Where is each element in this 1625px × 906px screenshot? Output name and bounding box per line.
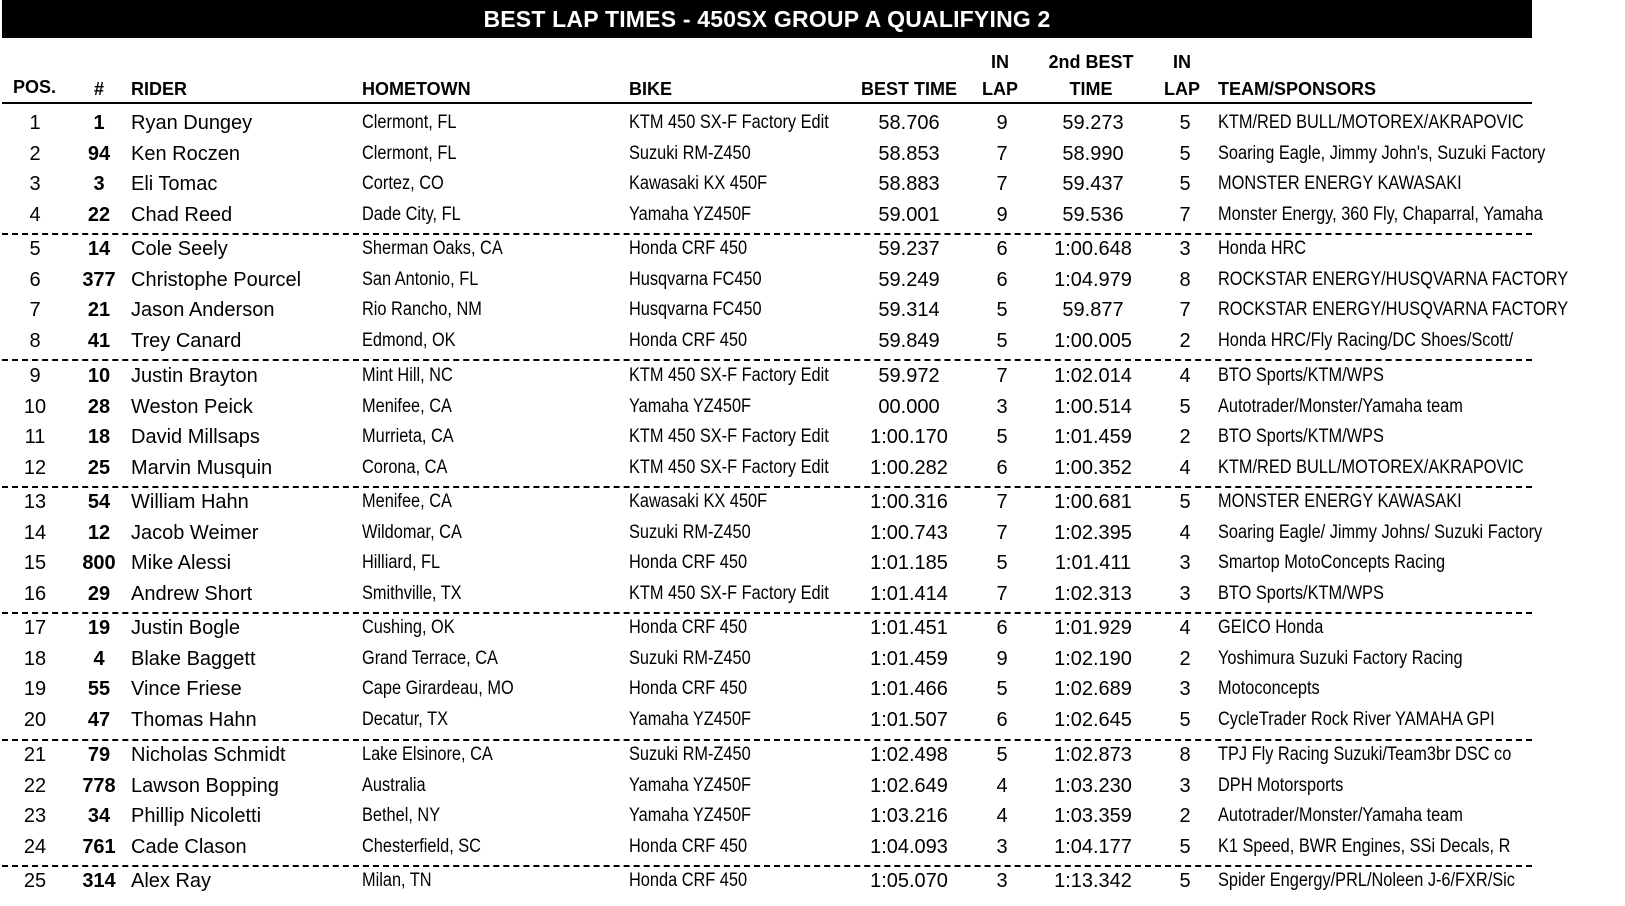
cell-in-lap-2: 4 — [1179, 456, 1191, 479]
cell-in-lap-2: 2 — [1179, 426, 1191, 449]
cell-in-lap-1: 4 — [996, 774, 1008, 797]
cell-hometown: Bethel, NY — [362, 805, 441, 827]
cell-bike: Yamaha YZ450F — [629, 203, 752, 225]
cell-best-time: 59.237 — [878, 238, 940, 260]
page-title: BEST LAP TIMES - 450SX GROUP A QUALIFYING 2 — [2, 0, 1532, 38]
header-bike: BIKE — [629, 79, 673, 99]
cell-best-time: 1:00.316 — [870, 491, 948, 513]
cell-number: 54 — [87, 491, 111, 513]
header-pos: POS. — [13, 77, 57, 97]
cell-2nd-best: 1:00.681 — [1054, 491, 1132, 513]
team-sponsors-text: BTO Sports/KTM/WPS — [1218, 426, 1384, 448]
cell-2nd-best: 1:03.359 — [1054, 805, 1132, 828]
cell-in-lap-2: 2 — [1179, 329, 1191, 352]
cell-2nd-best: 1:01.459 — [1054, 426, 1132, 449]
cell-best-time: 1:04.093 — [870, 835, 948, 858]
cell-2nd-best: 1:03.230 — [1054, 774, 1132, 797]
cell-team-sponsors — [1218, 268, 1569, 294]
cell-team-sponsors — [1218, 172, 1532, 198]
cell-in-lap-2: 3 — [1179, 238, 1191, 260]
cell-number: 79 — [87, 744, 111, 766]
cell-in-lap-2: 8 — [1179, 268, 1191, 291]
cell-rider: Cade Clason — [131, 835, 247, 858]
cell-pos: 16 — [23, 582, 47, 605]
cell-hometown: Grand Terrace, CA — [362, 647, 498, 669]
cell-in-lap-2: 8 — [1179, 744, 1191, 766]
cell-in-lap-2: 4 — [1179, 617, 1191, 639]
group-divider — [2, 865, 1532, 867]
cell-in-lap-2: 5 — [1179, 835, 1191, 858]
cell-hometown: Australia — [362, 774, 426, 796]
team-sponsors-text: BTO Sports/KTM/WPS — [1218, 582, 1384, 604]
cell-team-sponsors — [1218, 835, 1532, 861]
cell-in-lap-2: 4 — [1179, 521, 1191, 544]
cell-team-sponsors — [1218, 647, 1532, 673]
cell-best-time: 1:00.170 — [870, 426, 948, 449]
cell-rider: Christophe Pourcel — [131, 268, 302, 291]
header-best-time: BEST TIME — [860, 79, 958, 99]
cell-number: 94 — [87, 142, 111, 165]
cell-best-time: 00.000 — [878, 395, 940, 418]
header-in-lap-1-top: IN — [991, 52, 1009, 72]
cell-hometown: Menifee, CA — [362, 491, 452, 512]
header-second-best-top: 2nd BEST — [1048, 52, 1134, 72]
team-sponsors-text: MONSTER ENERGY KAWASAKI — [1218, 491, 1462, 512]
cell-number: 1 — [93, 112, 105, 134]
cell-hometown: Smithville, TX — [362, 582, 462, 604]
cell-in-lap-1: 3 — [996, 835, 1008, 858]
cell-in-lap-2: 3 — [1179, 678, 1191, 701]
cell-number: 3 — [93, 173, 105, 196]
cell-rider: Eli Tomac — [131, 173, 218, 196]
cell-bike: KTM 450 SX-F Factory Edit — [629, 365, 829, 386]
cell-bike: Yamaha YZ450F — [629, 805, 752, 827]
cell-pos: 9 — [29, 365, 41, 387]
cell-rider: Andrew Short — [131, 582, 253, 605]
cell-rider: Alex Ray — [131, 870, 212, 892]
cell-2nd-best: 1:13.342 — [1054, 870, 1132, 892]
cell-in-lap-2: 2 — [1179, 647, 1191, 670]
cell-hometown: Decatur, TX — [362, 708, 448, 730]
cell-bike: Yamaha YZ450F — [629, 708, 752, 730]
team-sponsors-text: K1 Speed, BWR Engines, SSi Decals, R — [1218, 835, 1511, 857]
group-divider — [2, 739, 1532, 741]
cell-best-time: 58.883 — [878, 173, 940, 196]
cell-pos: 17 — [23, 617, 47, 639]
team-sponsors-text: CycleTrader Rock River YAMAHA GPI — [1218, 708, 1495, 730]
cell-rider: William Hahn — [131, 491, 249, 513]
cell-best-time: 1:02.649 — [870, 774, 948, 797]
header-in-lap-2-top: IN — [1173, 52, 1191, 72]
cell-team-sponsors — [1218, 708, 1532, 734]
cell-hometown: Clermont, FL — [362, 112, 457, 133]
group-divider — [2, 612, 1532, 614]
team-sponsors-text: Spider Engergy/PRL/Noleen J-6/FXR/Sic — [1218, 870, 1515, 891]
team-sponsors-text: ROCKSTAR ENERGY/HUSQVARNA FACTORY — [1218, 268, 1569, 290]
header-in-lap-2-bottom: LAP — [1164, 79, 1200, 99]
cell-bike: Suzuki RM-Z450 — [629, 521, 751, 543]
cell-team-sponsors — [1218, 521, 1543, 547]
group-divider — [2, 233, 1532, 235]
cell-in-lap-2: 4 — [1179, 365, 1191, 387]
cell-rider: Justin Bogle — [131, 617, 240, 639]
team-sponsors-text: MONSTER ENERGY KAWASAKI — [1218, 173, 1462, 195]
cell-hometown: Chesterfield, SC — [362, 835, 481, 857]
cell-team-sponsors — [1218, 743, 1532, 769]
team-sponsors-text: DPH Motorsports — [1218, 774, 1344, 796]
cell-pos: 2 — [29, 142, 41, 165]
team-sponsors-text: Autotrader/Monster/Yamaha team — [1218, 395, 1463, 417]
cell-number: 19 — [87, 617, 111, 639]
cell-in-lap-1: 5 — [996, 552, 1008, 575]
team-sponsors-text: Honda HRC — [1218, 238, 1307, 259]
cell-team-sponsors — [1218, 551, 1532, 577]
cell-in-lap-2: 5 — [1179, 112, 1191, 134]
cell-team-sponsors — [1218, 616, 1532, 642]
cell-pos: 20 — [23, 708, 47, 731]
cell-pos: 22 — [23, 774, 47, 797]
cell-in-lap-1: 3 — [996, 395, 1008, 418]
cell-2nd-best: 1:02.014 — [1054, 365, 1132, 387]
cell-hometown: Clermont, FL — [362, 142, 457, 164]
cell-bike: Honda CRF 450 — [629, 835, 748, 857]
cell-in-lap-1: 9 — [996, 647, 1008, 670]
cell-bike: Kawasaki KX 450F — [629, 173, 768, 195]
cell-2nd-best: 58.990 — [1062, 142, 1124, 165]
cell-2nd-best: 1:02.645 — [1054, 708, 1132, 731]
cell-pos: 15 — [23, 552, 47, 575]
cell-hometown: Lake Elsinore, CA — [362, 744, 493, 765]
cell-rider: Justin Brayton — [131, 365, 258, 387]
cell-best-time: 1:00.282 — [870, 456, 948, 479]
cell-hometown: Dade City, FL — [362, 203, 461, 225]
cell-best-time: 1:01.459 — [870, 647, 948, 670]
cell-pos: 19 — [23, 678, 47, 701]
cell-rider: David Millsaps — [131, 426, 260, 449]
cell-hometown: Cape Girardeau, MO — [362, 678, 514, 700]
cell-team-sponsors — [1218, 490, 1532, 516]
cell-number: 47 — [87, 708, 111, 731]
cell-in-lap-2: 5 — [1179, 142, 1191, 165]
cell-rider: Ryan Dungey — [131, 112, 253, 134]
cell-pos: 13 — [23, 491, 47, 513]
cell-bike: Yamaha YZ450F — [629, 774, 752, 796]
cell-team-sponsors — [1218, 869, 1532, 895]
cell-number: 14 — [87, 238, 111, 260]
cell-hometown: Cushing, OK — [362, 617, 455, 638]
cell-number: 21 — [87, 299, 111, 322]
cell-bike: KTM 450 SX-F Factory Edit — [629, 426, 829, 448]
cell-number: 12 — [87, 521, 111, 544]
cell-rider: Nicholas Schmidt — [131, 744, 286, 766]
team-sponsors-text: TPJ Fly Racing Suzuki/Team3br DSC co — [1218, 744, 1512, 765]
cell-number: 34 — [87, 805, 111, 828]
cell-team-sponsors — [1218, 774, 1532, 800]
cell-team-sponsors — [1218, 364, 1532, 390]
cell-2nd-best: 1:00.005 — [1054, 329, 1132, 352]
cell-in-lap-2: 7 — [1179, 299, 1191, 322]
cell-in-lap-1: 6 — [996, 238, 1008, 260]
cell-team-sponsors — [1218, 677, 1532, 703]
cell-pos: 23 — [23, 805, 47, 828]
team-sponsors-text: Yoshimura Suzuki Factory Racing — [1218, 647, 1463, 669]
cell-best-time: 1:01.451 — [870, 617, 948, 639]
team-sponsors-text: KTM/RED BULL/MOTOREX/AKRAPOVIC — [1218, 112, 1524, 133]
cell-rider: Phillip Nicoletti — [131, 805, 262, 828]
cell-bike: Suzuki RM-Z450 — [629, 647, 751, 669]
cell-pos: 24 — [23, 835, 47, 858]
cell-in-lap-1: 6 — [996, 617, 1008, 639]
header-second-best-bottom: TIME — [1069, 79, 1113, 99]
cell-bike: Yamaha YZ450F — [629, 395, 752, 417]
cell-hometown: Milan, TN — [362, 870, 432, 891]
cell-pos: 4 — [29, 203, 41, 226]
cell-hometown: Hilliard, FL — [362, 552, 441, 574]
team-sponsors-text: GEICO Honda — [1218, 617, 1324, 638]
cell-rider: Blake Baggett — [131, 647, 256, 670]
cell-best-time: 59.849 — [878, 329, 940, 352]
cell-pos: 1 — [29, 112, 41, 134]
cell-hometown: Cortez, CO — [362, 173, 444, 195]
cell-2nd-best: 1:00.352 — [1054, 456, 1132, 479]
cell-best-time: 1:00.743 — [870, 521, 948, 544]
cell-pos: 5 — [29, 238, 41, 260]
cell-in-lap-2: 2 — [1179, 805, 1191, 828]
cell-number: 10 — [87, 365, 111, 387]
team-sponsors-text: Monster Energy, 360 Fly, Chaparral, Yamaha — [1218, 203, 1543, 225]
cell-pos: 12 — [23, 456, 47, 479]
cell-best-time: 1:05.070 — [870, 870, 948, 892]
cell-hometown: Murrieta, CA — [362, 426, 454, 448]
cell-bike: KTM 450 SX-F Factory Edit — [629, 456, 829, 478]
cell-best-time: 59.314 — [878, 299, 940, 322]
cell-team-sponsors — [1218, 203, 1543, 229]
header-rider: RIDER — [131, 79, 188, 99]
cell-bike: Honda CRF 450 — [629, 870, 748, 891]
cell-rider: Weston Peick — [131, 395, 253, 418]
cell-in-lap-1: 5 — [996, 299, 1008, 322]
cell-in-lap-1: 5 — [996, 678, 1008, 701]
cell-team-sponsors — [1218, 582, 1532, 608]
group-divider — [2, 486, 1532, 488]
cell-pos: 10 — [23, 395, 47, 418]
cell-in-lap-1: 7 — [996, 521, 1008, 544]
team-sponsors-text: ROCKSTAR ENERGY/HUSQVARNA FACTORY — [1218, 299, 1569, 321]
cell-best-time: 59.001 — [878, 203, 940, 226]
cell-in-lap-1: 6 — [996, 268, 1008, 291]
cell-in-lap-2: 5 — [1179, 491, 1191, 513]
team-sponsors-text: Honda HRC/Fly Racing/DC Shoes/Scott/ — [1218, 329, 1514, 351]
cell-in-lap-1: 9 — [996, 112, 1008, 134]
cell-number: 28 — [87, 395, 111, 418]
cell-2nd-best: 1:01.411 — [1054, 552, 1132, 575]
cell-pos: 3 — [29, 173, 41, 196]
team-sponsors-text: Soaring Eagle/ Jimmy Johns/ Suzuki Factory — [1218, 521, 1543, 543]
cell-in-lap-1: 7 — [996, 142, 1008, 165]
cell-team-sponsors — [1218, 804, 1532, 830]
cell-rider: Chad Reed — [131, 203, 233, 226]
cell-number: 761 — [82, 835, 116, 858]
cell-in-lap-1: 7 — [996, 491, 1008, 513]
team-sponsors-text: Autotrader/Monster/Yamaha team — [1218, 805, 1463, 827]
cell-bike: Honda CRF 450 — [629, 678, 748, 700]
cell-in-lap-1: 5 — [996, 329, 1008, 352]
cell-best-time: 1:01.466 — [870, 678, 948, 701]
cell-number: 22 — [87, 203, 111, 226]
cell-rider: Ken Roczen — [131, 142, 240, 165]
cell-in-lap-2: 5 — [1179, 395, 1191, 418]
cell-best-time: 1:03.216 — [870, 805, 948, 828]
cell-team-sponsors — [1218, 425, 1532, 451]
cell-in-lap-1: 5 — [996, 744, 1008, 766]
cell-best-time: 1:01.185 — [870, 552, 948, 575]
cell-number: 18 — [87, 426, 111, 449]
cell-number: 314 — [82, 870, 116, 892]
cell-number: 25 — [87, 456, 111, 479]
cell-2nd-best: 1:02.873 — [1054, 744, 1132, 766]
cell-in-lap-1: 5 — [996, 426, 1008, 449]
cell-bike: Suzuki RM-Z450 — [629, 744, 751, 765]
cell-in-lap-2: 3 — [1179, 774, 1191, 797]
cell-pos: 8 — [29, 329, 41, 352]
cell-team-sponsors — [1218, 111, 1532, 137]
cell-in-lap-1: 6 — [996, 708, 1008, 731]
cell-best-time: 1:01.414 — [870, 582, 948, 605]
cell-number: 778 — [82, 774, 116, 797]
cell-rider: Jason Anderson — [131, 299, 275, 322]
cell-bike: Husqvarna FC450 — [629, 299, 762, 321]
cell-in-lap-1: 7 — [996, 582, 1008, 605]
cell-2nd-best: 1:02.313 — [1054, 582, 1132, 605]
cell-number: 29 — [87, 582, 111, 605]
cell-2nd-best: 59.536 — [1062, 203, 1124, 226]
cell-best-time: 58.853 — [878, 142, 940, 165]
cell-bike: KTM 450 SX-F Factory Edit — [629, 112, 829, 133]
cell-bike: Honda CRF 450 — [629, 617, 748, 638]
cell-2nd-best: 1:00.648 — [1054, 238, 1132, 260]
cell-in-lap-1: 7 — [996, 365, 1008, 387]
cell-rider: Lawson Bopping — [131, 774, 279, 797]
cell-2nd-best: 59.437 — [1062, 173, 1124, 196]
cell-2nd-best: 1:02.190 — [1054, 647, 1132, 670]
team-sponsors-text: Soaring Eagle, Jimmy John's, Suzuki Factory — [1218, 142, 1546, 164]
cell-best-time: 1:01.507 — [870, 708, 948, 731]
cell-hometown: San Antonio, FL — [362, 268, 479, 290]
cell-2nd-best: 1:02.395 — [1054, 521, 1132, 544]
cell-team-sponsors — [1218, 142, 1546, 168]
cell-bike: KTM 450 SX-F Factory Edit — [629, 582, 829, 604]
cell-rider: Jacob Weimer — [131, 521, 259, 544]
cell-hometown: Mint Hill, NC — [362, 365, 453, 386]
cell-in-lap-2: 5 — [1179, 708, 1191, 731]
cell-in-lap-1: 6 — [996, 456, 1008, 479]
cell-bike: Husqvarna FC450 — [629, 268, 762, 290]
cell-number: 55 — [87, 678, 111, 701]
cell-bike: Honda CRF 450 — [629, 329, 748, 351]
cell-pos: 14 — [23, 521, 47, 544]
cell-in-lap-2: 3 — [1179, 552, 1191, 575]
header-number: # — [93, 79, 105, 99]
cell-best-time: 58.706 — [878, 112, 940, 134]
cell-best-time: 59.972 — [878, 365, 940, 387]
header-team-sponsors: TEAM/SPONSORS — [1218, 79, 1377, 99]
cell-hometown: Menifee, CA — [362, 395, 452, 417]
cell-team-sponsors — [1218, 298, 1569, 324]
cell-pos: 6 — [29, 268, 41, 291]
cell-rider: Trey Canard — [131, 329, 242, 352]
header-in-lap-1-bottom: LAP — [982, 79, 1018, 99]
cell-hometown: Edmond, OK — [362, 329, 456, 351]
cell-pos: 18 — [23, 647, 47, 670]
cell-in-lap-1: 7 — [996, 173, 1008, 196]
cell-2nd-best: 59.877 — [1062, 299, 1124, 322]
cell-in-lap-1: 4 — [996, 805, 1008, 828]
cell-bike: Honda CRF 450 — [629, 238, 748, 259]
cell-bike: Kawasaki KX 450F — [629, 491, 768, 512]
team-sponsors-text: Smartop MotoConcepts Racing — [1218, 552, 1446, 574]
cell-team-sponsors — [1218, 456, 1532, 482]
group-divider — [2, 359, 1532, 361]
cell-2nd-best: 1:04.177 — [1054, 835, 1132, 858]
cell-team-sponsors — [1218, 395, 1532, 421]
cell-number: 800 — [82, 552, 116, 575]
cell-hometown: Rio Rancho, NM — [362, 299, 482, 321]
cell-in-lap-2: 3 — [1179, 582, 1191, 605]
cell-in-lap-1: 9 — [996, 203, 1008, 226]
cell-in-lap-2: 5 — [1179, 173, 1191, 196]
cell-pos: 11 — [24, 426, 46, 449]
cell-2nd-best: 1:02.689 — [1054, 678, 1132, 701]
cell-number: 377 — [82, 268, 116, 291]
cell-in-lap-2: 5 — [1179, 870, 1191, 892]
cell-rider: Vince Friese — [131, 678, 242, 701]
cell-2nd-best: 1:04.979 — [1054, 268, 1132, 291]
cell-number: 41 — [87, 329, 111, 352]
team-sponsors-text: Motoconcepts — [1218, 678, 1320, 700]
header-hometown: HOMETOWN — [362, 79, 471, 99]
cell-2nd-best: 1:01.929 — [1054, 617, 1132, 639]
cell-best-time: 59.249 — [878, 268, 940, 291]
cell-bike: Honda CRF 450 — [629, 552, 748, 574]
cell-in-lap-1: 3 — [996, 870, 1008, 892]
cell-rider: Mike Alessi — [131, 552, 232, 575]
cell-team-sponsors — [1218, 237, 1532, 263]
cell-in-lap-2: 7 — [1179, 203, 1191, 226]
cell-rider: Marvin Musquin — [131, 456, 273, 479]
team-sponsors-text: BTO Sports/KTM/WPS — [1218, 365, 1384, 386]
cell-2nd-best: 1:00.514 — [1054, 395, 1132, 418]
cell-rider: Cole Seely — [131, 238, 228, 260]
cell-2nd-best: 59.273 — [1062, 112, 1124, 134]
cell-number: 4 — [93, 647, 105, 670]
cell-hometown: Wildomar, CA — [362, 521, 462, 543]
cell-pos: 7 — [29, 299, 41, 322]
cell-hometown: Corona, CA — [362, 456, 448, 478]
cell-hometown: Sherman Oaks, CA — [362, 238, 503, 259]
cell-best-time: 1:02.498 — [870, 744, 948, 766]
cell-bike: Suzuki RM-Z450 — [629, 142, 751, 164]
cell-rider: Thomas Hahn — [131, 708, 257, 731]
cell-team-sponsors — [1218, 329, 1532, 355]
cell-pos: 25 — [23, 870, 47, 892]
team-sponsors-text: KTM/RED BULL/MOTOREX/AKRAPOVIC — [1218, 456, 1524, 478]
cell-pos: 21 — [23, 744, 47, 766]
